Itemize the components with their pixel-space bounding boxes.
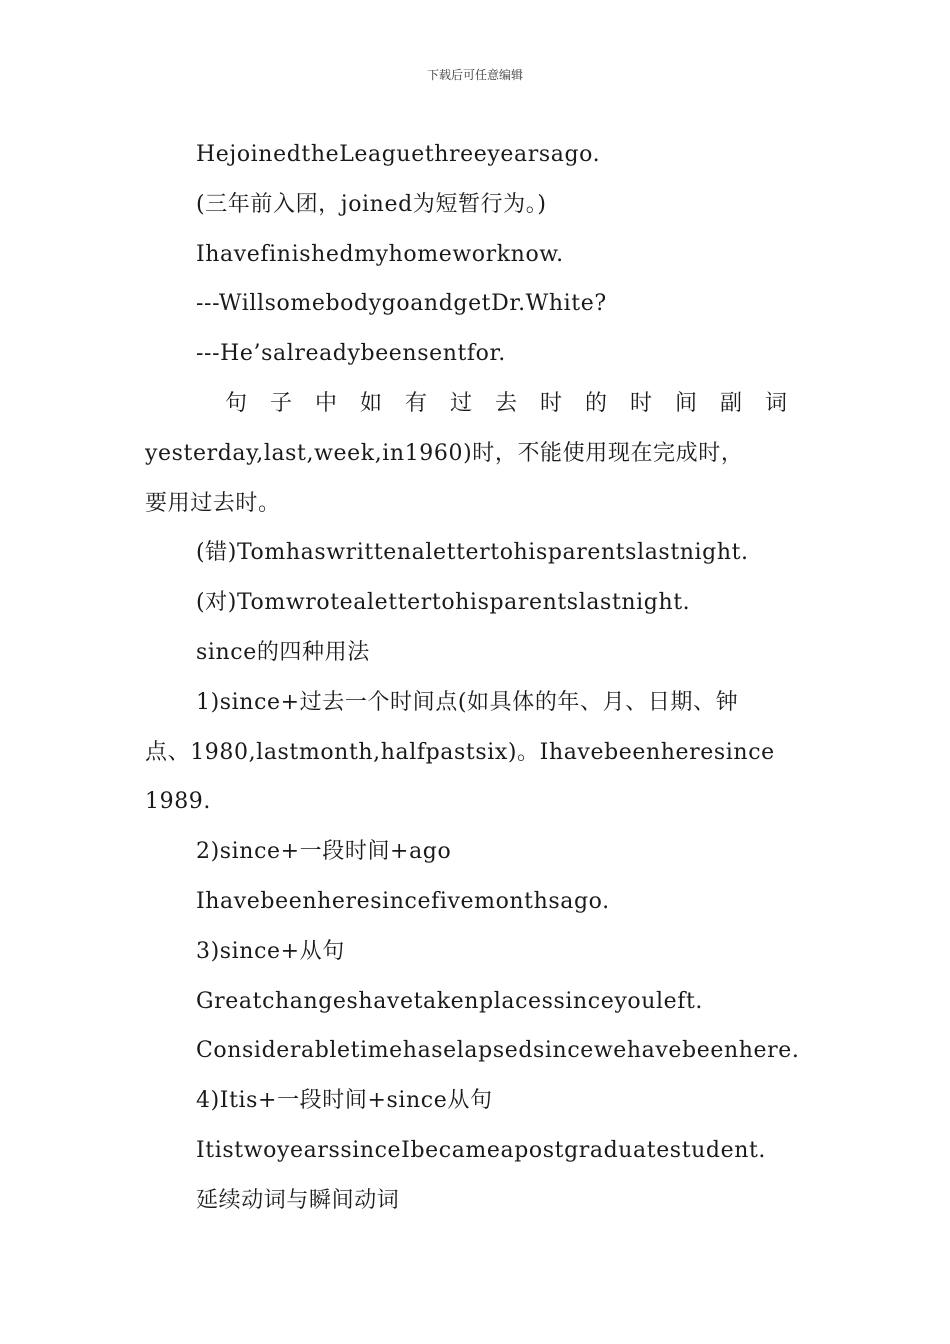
- text-line: yesterday,last,week,in1960)时，不能使用现在完成时，: [145, 440, 744, 466]
- section-heading: 延续动词与瞬间动词: [196, 1187, 400, 1213]
- text-line: 1)since+过去一个时间点(如具体的年、月、日期、钟: [196, 689, 739, 715]
- text-line: 1989.: [145, 789, 211, 815]
- text-line: 4)Itis+一段时间+since从句: [196, 1088, 493, 1114]
- page-header: 下载后可任意编辑: [426, 68, 523, 82]
- text-line: Considerabletimehaselapsedsincewehavebeenhere.: [196, 1038, 800, 1064]
- text-line: Ihavebeenheresincefivemonthsago.: [196, 888, 610, 914]
- text-line: 句子中如有过去时的时间副词: [225, 390, 807, 416]
- text-line: (三年前入团，joined为短暂行为。): [196, 191, 547, 217]
- text-line: ItistwoyearssinceIbecameapostgraduatestudent.: [196, 1137, 767, 1163]
- section-heading: since的四种用法: [196, 639, 370, 665]
- text-line: ---WillsomebodygoandgetDr.White?: [196, 291, 607, 317]
- text-line: (错)Tomhaswrittenalettertohisparentslastnight.: [196, 540, 749, 566]
- text-line: 2)since+一段时间+ago: [196, 839, 452, 865]
- text-line: (对)Tomwrotealettertohisparentslastnight.: [196, 590, 691, 616]
- text-line: Ihavefinishedmyhomeworknow.: [196, 241, 564, 267]
- text-line: 3)since+从句: [196, 938, 345, 964]
- text-line: HejoinedtheLeaguethreeyearsago.: [196, 142, 601, 167]
- text-line: 要用过去时。: [145, 490, 281, 516]
- text-line: Greatchangeshavetakenplacessinceyouleft.: [196, 988, 704, 1014]
- text-line: ---He’salreadybeensentfor.: [196, 341, 506, 367]
- document-body: [145, 130, 807, 1226]
- text-line: 点、1980,lastmonth,halfpastsix)。Ihavebeenheresince: [145, 739, 775, 765]
